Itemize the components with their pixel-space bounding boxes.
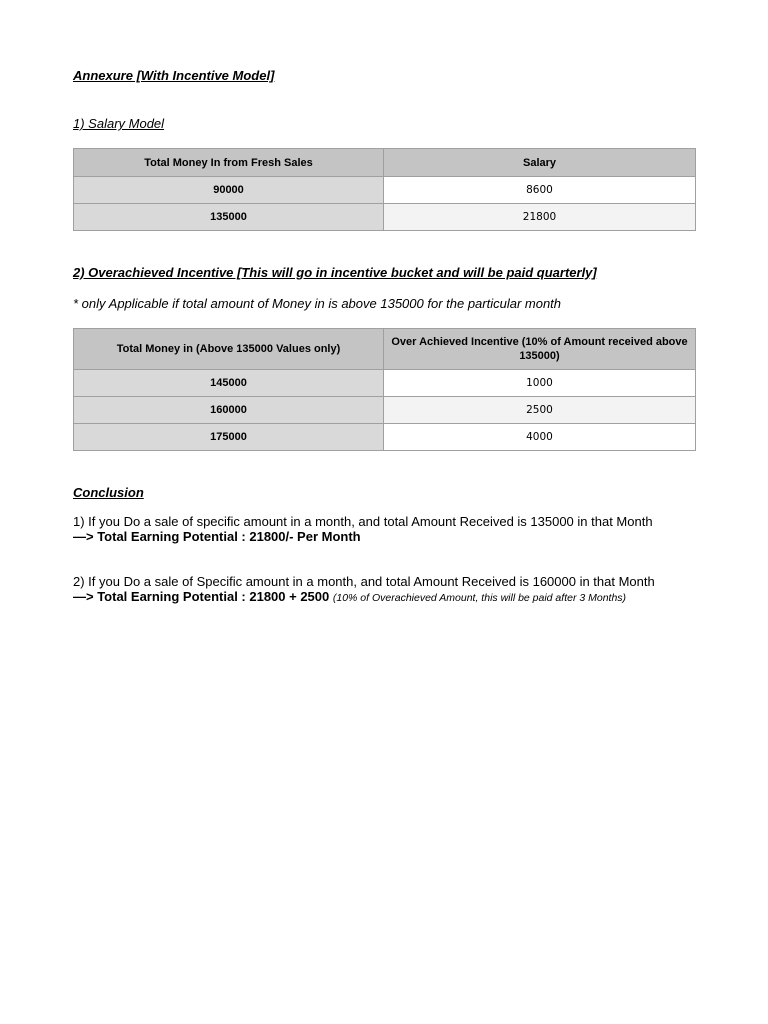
- incentive-cell: 1000: [384, 370, 696, 397]
- incentive-cell: 4000: [384, 424, 696, 451]
- conclusion-point-text: 1) If you Do a sale of specific amount in a month, and total Amount Received is 135000 in that Month: [73, 514, 653, 529]
- earning-potential-text: —> Total Earning Potential : 21800/- Per Month: [73, 529, 361, 544]
- table-header-row: [74, 149, 696, 177]
- table-header-row: [74, 329, 696, 370]
- earning-potential: [73, 529, 688, 544]
- table-row: [74, 424, 696, 451]
- earning-potential: [73, 589, 688, 606]
- overachieved-incentive-table: [73, 328, 696, 451]
- money-in-cell: 135000: [74, 204, 384, 231]
- table-row: [74, 370, 696, 397]
- salary-model-heading: 1) Salary Model: [73, 116, 165, 131]
- salary-cell: 8600: [384, 177, 696, 204]
- money-in-cell: 90000: [74, 177, 384, 204]
- column-header-money-in-above: Total Money in (Above 135000 Values only): [74, 329, 384, 370]
- salary-model-table: [73, 148, 696, 231]
- money-in-cell: 175000: [74, 424, 384, 451]
- salary-cell: 21800: [384, 204, 696, 231]
- overachieved-incentive-heading: 2) Overachieved Incentive [This will go in incentive bucket and will be paid quarterly]: [73, 265, 597, 280]
- money-in-cell: 160000: [74, 397, 384, 424]
- table-row: [74, 397, 696, 424]
- conclusion-point: [73, 514, 688, 544]
- annexure-title: Annexure [With Incentive Model]: [73, 68, 275, 83]
- table-row: [74, 204, 696, 231]
- column-header-salary: Salary: [384, 149, 696, 177]
- conclusion-point: [73, 574, 688, 606]
- earning-potential-note: (10% of Overachieved Amount, this will be paid after 3 Months): [332, 592, 627, 604]
- overachieved-note: * only Applicable if total amount of Money in is above 135000 for the particular month: [73, 296, 562, 311]
- table-row: [74, 177, 696, 204]
- incentive-cell: 2500: [384, 397, 696, 424]
- conclusion-heading: Conclusion: [73, 485, 144, 500]
- earning-potential-text: —> Total Earning Potential : 21800 + 2500: [73, 589, 330, 604]
- column-header-money-in: Total Money In from Fresh Sales: [74, 149, 384, 177]
- column-header-incentive: Over Achieved Incentive (10% of Amount received above 135000): [384, 329, 696, 370]
- money-in-cell: 145000: [74, 370, 384, 397]
- conclusion-point-text: 2) If you Do a sale of Specific amount in a month, and total Amount Received is 160000 in that Month: [73, 574, 655, 589]
